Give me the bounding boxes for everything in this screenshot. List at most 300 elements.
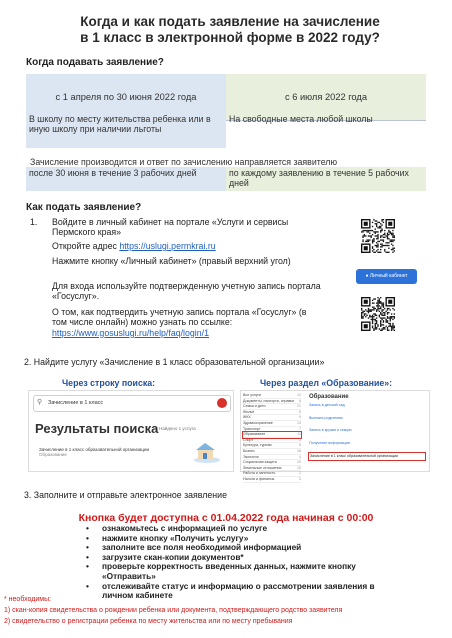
qr-module [373,239,374,240]
qr-module [362,230,363,231]
category-menu-label: Семья и дети [243,404,266,409]
qr-module [392,328,393,329]
qr-module [368,230,369,231]
qr-module [372,317,373,318]
qr-module [375,320,376,321]
qr-module [387,313,388,314]
qr-module [394,317,395,318]
qr-module [392,245,393,246]
qr-module [387,238,388,239]
qr-module [368,241,369,242]
qr-module [387,330,388,331]
qr-module [380,227,381,228]
qr-module [392,324,393,325]
table-col2-row1: На свободные места любой школы [229,114,373,124]
qr-module [388,323,389,324]
qr-module [380,312,381,313]
qr-module [377,297,378,298]
qr-module [379,241,380,242]
section-how-heading: Как подать заявление? [26,202,142,213]
qr-module [376,220,377,221]
step-1-gosuslugi-login: Для входа используйте подтвержденную учетную запись портала «Госуслуг». [52,281,321,302]
qr-module [377,309,378,310]
qr-module [373,309,374,310]
qr-module [380,252,381,253]
qr-module [394,327,395,328]
qr-module [373,231,374,232]
qr-module [376,323,377,324]
qr-module [390,319,391,320]
qr-module [385,320,386,321]
qr-module [379,311,380,312]
instruction-list [82,524,392,601]
qr-module [384,234,385,235]
qr-module [362,316,363,317]
qr-module [387,252,388,253]
qr-module [392,235,393,236]
qr-module [384,317,385,318]
qr-module [366,230,367,231]
search-icon: ⚲ [37,399,43,406]
qr-module [373,252,374,253]
category-menu-label: Все услуги [243,393,261,397]
qr-module [388,242,389,243]
qr-module [381,313,382,314]
step-1-confirm-info [52,307,322,338]
section-item[interactable]: Выплата родителям [309,415,343,420]
qr-module [375,231,376,232]
qr-module [361,309,362,310]
qr-module [376,311,377,312]
qr-module [387,309,388,310]
qr-module [361,313,362,314]
qr-module [388,234,389,235]
qr-module [364,246,368,250]
qr-module [373,302,374,303]
qr-module [362,231,363,232]
qr-module [375,233,376,234]
section-items [309,403,425,468]
qr-module [368,235,369,236]
qr-module [377,222,378,223]
step-2-text: 2. Найдите услугу «Зачисление в 1 класс образовательной организации» [24,357,325,367]
qr-module [380,321,381,322]
qr-module [368,308,369,309]
qr-module [377,234,378,235]
category-menu-count: 2 [299,471,301,476]
qr-module [383,328,384,329]
qr-module [387,328,388,329]
qr-module [379,316,380,317]
category-menu-label: Жильё [243,409,255,414]
qr-module [392,239,393,240]
qr-module [377,326,378,327]
section-screenshot [240,390,430,481]
qr-module [392,308,393,309]
qr-module [366,315,367,316]
qr-module [380,249,381,250]
list-item: • нажмите кнопку «Получить услугу» [82,534,392,544]
category-menu-count: 7 [299,426,301,431]
qr-module [380,307,381,308]
qr-module [376,246,377,247]
qr-module [390,239,391,240]
qr-module [365,235,366,236]
qr-module [388,326,389,327]
qr-module [381,328,382,329]
qr-module [381,324,382,325]
result-category: Образование [39,452,67,457]
qr-module [372,302,373,303]
qr-module [392,316,393,317]
table-col2-header: с 6 июля 2022 года [284,92,367,102]
qr-module [373,330,374,331]
result-title: Зачисление в 1 класс образовательной организации [39,447,150,452]
qr-module [372,241,373,242]
qr-module [387,312,388,313]
qr-module [388,245,389,246]
qr-module [368,239,369,240]
qr-module [376,238,377,239]
section-heading: Образование [309,394,349,400]
qr-module [362,317,363,318]
qr-module [376,328,377,329]
section-item[interactable]: Запись в детский сад [309,403,345,407]
qr-module [372,319,373,320]
category-menu-label: Спорт [243,437,254,442]
qr-module [375,319,376,320]
category-menu [243,393,301,483]
qr-module [379,305,380,306]
qr-module [361,315,362,316]
table-col1-row1: В школу по месту жительства ребенка или в иную школу при наличии льготы [29,114,211,134]
qr-module [377,304,378,305]
qr-module [362,237,363,238]
qr-module [373,316,374,317]
gosuslugi-link[interactable]: https://www.gosuslugi.ru/help/faq/login/1 [52,327,209,338]
qr-module [380,226,381,227]
category-menu-label: Документы, паспорта, справки [243,398,294,403]
qr-module [369,239,370,240]
qr-module [373,249,374,250]
qr-module [392,326,393,327]
qr-module [383,304,384,305]
qr-module [372,250,373,251]
section-item[interactable]: Получение информации [309,440,350,445]
qr-module [368,311,369,312]
qr-module [381,330,382,331]
qr-module [387,237,388,238]
section-when-heading: Когда подавать заявление? [26,57,164,68]
qr-module [361,317,362,318]
qr-module [381,245,382,246]
qr-module [372,242,373,243]
qr-module [379,302,380,303]
qr-module [380,301,381,302]
qr-module [379,227,380,228]
search-input[interactable] [33,395,231,412]
qr-module [385,242,386,243]
table-col1-header: с 1 апреля по 30 июня 2022 года [55,92,197,102]
qr-module [377,305,378,306]
qr-module [384,237,385,238]
qr-module [372,222,373,223]
category-menu-count: 5 [299,409,301,414]
qr-module [394,309,395,310]
qr-module [381,319,382,320]
category-menu-label: Земельные отношения [243,465,282,470]
qr-module [394,248,395,249]
qr-module [387,233,388,234]
via-section-label: Через раздел «Образование»: [260,378,393,388]
category-menu-count: 12 [297,393,301,397]
category-menu-label: Транспорт [243,426,261,431]
qr-module [380,317,381,318]
qr-module [394,235,395,236]
qr-module [387,242,388,243]
qr-module [383,317,384,318]
step-1-login: Войдите в личный кабинет на портале «Услуги и сервисы Пермского края» [52,217,289,238]
qr-module [377,243,378,244]
qr-module [380,330,381,331]
qr-module [387,235,388,236]
qr-module [377,252,378,253]
qr-module [388,300,392,304]
qr-module [376,231,377,232]
category-menu-count: 10 [297,465,301,470]
qr-module [383,245,384,246]
search-button[interactable] [217,398,227,408]
qr-module [365,316,366,317]
step-1-press-button: Нажмите кнопку «Личный кабинет» (правый верхний угол) [52,256,291,266]
table-note: Зачисление производится и ответ по зачислению направляется заявителю [30,157,338,167]
qr-module [383,302,384,303]
category-menu-label: Социальная защита [243,460,277,465]
qr-module [387,234,388,235]
qr-module [379,298,380,299]
qr-module [368,231,369,232]
qr-module [377,235,378,236]
qr-module [376,242,377,243]
qr-module [392,327,393,328]
qr-module [376,250,377,251]
qr-module [368,312,369,313]
qr-module [375,324,376,325]
qr-module [381,230,382,231]
qr-module [381,311,382,312]
qr-module [391,313,392,314]
qr-module [392,237,393,238]
qr-module [384,308,385,309]
qr-module [388,317,389,318]
category-menu-count: 11 [297,432,301,437]
qr-module [381,243,382,244]
qr-module [379,315,380,316]
qr-module [388,230,389,231]
qr-module [387,327,388,328]
qr-module [380,230,381,231]
via-search-label: Через строку поиска: [62,378,156,388]
qr-module [383,327,384,328]
qr-module [366,239,367,240]
table-col2-row2: по каждому заявлению в течение 5 рабочих дней [229,168,409,188]
qr-module [385,326,386,327]
qr-module [369,315,370,316]
step-1-open-address [52,241,322,251]
qr-module [391,233,392,234]
qr-module [372,248,373,249]
category-menu-count: 3 [299,437,301,442]
qr-module [394,239,395,240]
qr-module [373,319,374,320]
qr-module [383,309,384,310]
qr-module [379,226,380,227]
qr-module [379,300,380,301]
qr-code-gosuslugi [361,297,395,331]
qr-module [380,324,381,325]
qr-module [369,230,370,231]
qr-module [384,312,385,313]
step-1-confirm-text: О том, как подтвердить учетную запись портала «Госуслуг» (в том числе онлайн) можно узнать по ссылке: [52,307,307,328]
qr-module [375,245,376,246]
section-item[interactable]: Зачисление в 1 класс образовательной организации [309,453,425,460]
qr-module [364,315,365,316]
table-col1-row2: после 30 июня в течение 3 рабочих дней [29,168,197,178]
qr-module [391,327,392,328]
qr-module [366,311,367,312]
qr-module [385,252,386,253]
qr-module [388,312,389,313]
qr-module [364,324,368,328]
qr-module [365,313,366,314]
qr-module [372,320,373,321]
category-menu-count: 21 [297,404,301,409]
qr-module [362,311,363,312]
search-screenshot [28,390,234,472]
qr-module [365,309,366,310]
qr-module [361,312,362,313]
qr-module [362,239,363,240]
qr-module [376,305,377,306]
qr-module [375,308,376,309]
qr-module [364,234,365,235]
qr-module [391,328,392,329]
qr-module [369,316,370,317]
qr-module [383,312,384,313]
category-menu-label: Образование [243,432,266,437]
qr-module [380,313,381,314]
qr-module [385,245,386,246]
qr-module [380,243,381,244]
qr-module [372,230,373,231]
category-menu-item[interactable] [243,477,301,483]
qr-module [364,230,365,231]
qr-module [388,308,389,309]
qr-module [371,237,372,238]
qr-module [375,327,376,328]
qr-module [381,219,382,220]
qr-module [383,222,384,223]
qr-module [388,222,392,226]
qr-module [390,316,391,317]
qr-module [368,309,369,310]
qr-module [376,226,377,227]
qr-module [390,309,391,310]
qr-module [376,327,377,328]
qr-module [380,246,381,247]
qr-module [377,241,378,242]
result-item[interactable] [39,447,159,457]
qr-module [383,234,384,235]
qr-module [384,250,385,251]
qr-module [392,249,393,250]
qr-module [383,307,384,308]
lk-button[interactable] [356,269,417,284]
qr-module [375,223,376,224]
qr-module [373,328,374,329]
qr-module [384,315,385,316]
qr-module [376,224,377,225]
qr-module [390,317,391,318]
qr-module [372,300,373,301]
category-menu-count: 4 [299,454,301,459]
qr-module [384,245,385,246]
qr-module [391,326,392,327]
qr-module [362,235,363,236]
section-item[interactable]: Запись в кружки и секции [309,428,352,432]
qr-module [383,305,384,306]
qr-module [372,226,373,227]
qr-module [390,231,391,232]
qr-module [381,239,382,240]
qr-module [385,319,386,320]
qr-module [384,249,385,250]
qr-module [394,330,395,331]
category-menu-label: Экология [243,454,259,459]
uslugi-link[interactable]: https://uslugi.permkrai.ru [119,241,216,251]
qr-module [379,328,380,329]
qr-module [388,248,389,249]
qr-module [372,307,373,308]
step-1-open-prefix: Откройте адрес [52,241,120,251]
qr-module [375,252,376,253]
qr-module [369,311,370,312]
qr-module [388,238,389,239]
qr-module [387,316,388,317]
qr-module [391,330,392,331]
qr-module [376,321,377,322]
qr-module [391,249,392,250]
page-title [30,14,430,46]
qr-module [381,224,382,225]
qr-module [372,239,373,240]
qr-module [380,308,381,309]
list-item: • загрузите скан-копии документов* [82,553,392,563]
qr-module [371,309,372,310]
category-menu-label: Культура, туризм [243,443,272,448]
qr-module [383,315,384,316]
qr-module [361,231,362,232]
qr-module [387,321,388,322]
qr-module [379,222,380,223]
qr-module [394,250,395,251]
category-menu-count: 15 [297,460,301,465]
footnote-1: 1) скан-копия свидетельства о рождении ребенка или документа, подтверждающего родство заявителя [4,607,343,614]
qr-module [392,234,393,235]
qr-module [392,241,393,242]
qr-module [392,252,393,253]
list-item: • ознакомьтесь с информацией по услуге [82,524,392,534]
